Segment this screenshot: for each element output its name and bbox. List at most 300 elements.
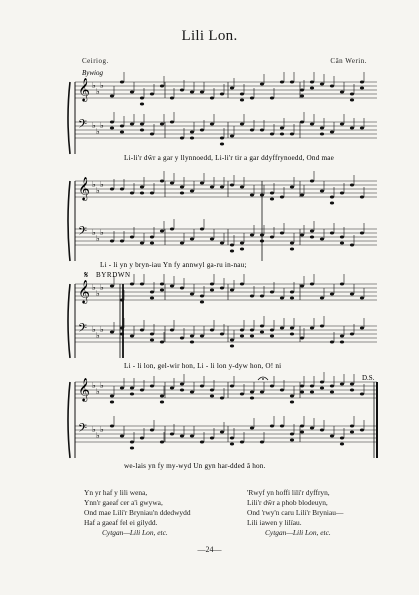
note-head <box>160 85 164 88</box>
verse-line: Yn yr haf y lili wena, <box>84 488 148 497</box>
note-head <box>250 329 254 332</box>
note-head <box>240 329 244 332</box>
note-head <box>320 429 324 432</box>
note-head <box>310 81 314 84</box>
music-system-4 <box>0 368 419 468</box>
note-head <box>120 435 124 438</box>
note-head <box>210 283 214 286</box>
note-head <box>140 103 144 106</box>
note-head <box>120 387 124 390</box>
note-head <box>330 85 334 88</box>
note-head <box>320 381 324 384</box>
note-head <box>190 391 194 394</box>
note-head <box>210 329 214 332</box>
note-head <box>270 133 274 136</box>
note-head <box>330 131 334 134</box>
flat-sign-icon: ♭ <box>100 381 104 390</box>
note-head <box>300 89 304 92</box>
note-head <box>110 401 114 404</box>
note-head <box>140 437 144 440</box>
note-head <box>220 186 224 189</box>
page-number: —24— <box>197 545 222 554</box>
music-system-2 <box>0 173 419 268</box>
verse-2-stanza <box>84 488 191 538</box>
note-head <box>150 429 154 432</box>
note-head <box>200 441 204 444</box>
note-head <box>270 291 274 294</box>
song-title: Lili Lon. <box>181 28 238 44</box>
note-head <box>340 437 344 440</box>
bass-staff <box>75 416 377 450</box>
note-head <box>280 232 284 235</box>
note-head <box>140 97 144 100</box>
note-head <box>220 287 224 290</box>
note-head <box>200 228 204 231</box>
note-head <box>320 297 324 300</box>
note-head <box>290 297 294 300</box>
note-head <box>300 385 304 388</box>
note-head <box>290 395 294 398</box>
note-head <box>190 91 194 94</box>
note-head <box>350 389 354 392</box>
note-head <box>140 283 144 286</box>
treble-clef-icon: 𝄞 <box>78 377 90 401</box>
composer-credit: Cân Werin. <box>330 57 367 65</box>
note-head <box>290 291 294 294</box>
verse-line: Ond 'rwy'n caru Lili'r Bryniau— <box>247 508 344 517</box>
note-head <box>110 285 114 288</box>
note-head <box>340 236 344 239</box>
treble-staff <box>75 372 377 404</box>
flat-sign-icon: ♭ <box>96 234 100 243</box>
note-head <box>210 97 214 100</box>
note-head <box>130 387 134 390</box>
treble-clef-icon: 𝄞 <box>78 279 90 303</box>
note-head <box>250 234 254 237</box>
note-head <box>330 435 334 438</box>
flat-sign-icon: ♭ <box>92 381 96 390</box>
note-head <box>140 129 144 132</box>
note-head <box>300 337 304 340</box>
note-head <box>250 397 254 400</box>
note-head <box>280 327 284 330</box>
note-head <box>290 242 294 245</box>
note-head <box>120 240 124 243</box>
note-head <box>260 83 264 86</box>
note-head <box>270 97 274 100</box>
note-head <box>280 81 284 84</box>
note-head <box>360 297 364 300</box>
note-head <box>270 335 274 338</box>
note-head <box>240 93 244 96</box>
flat-sign-icon: ♭ <box>96 127 100 136</box>
lyrics-line-2: Li - li yn y bryn-iau Yn fy annwyl ga-ru in-nau; <box>100 261 247 269</box>
note-head <box>310 236 314 239</box>
verse-line: Lili'r dŵr a phob blodeuyn, <box>247 498 328 507</box>
note-head <box>290 248 294 251</box>
note-head <box>150 242 154 245</box>
bass-staff <box>75 112 377 146</box>
treble-clef-icon: 𝄞 <box>78 176 90 200</box>
note-head <box>190 293 194 296</box>
note-head <box>270 198 274 201</box>
note-head <box>330 202 334 205</box>
note-head <box>160 401 164 404</box>
note-head <box>240 248 244 251</box>
verse-line: Ond mae Lili'r Bryniau'n ddedwydd <box>84 508 191 517</box>
note-head <box>210 389 214 392</box>
note-head <box>250 129 254 132</box>
lyrics-line-3: Li - li lon, gel-wir hon, Li - li lon y-dyw hon, O! ni <box>124 362 282 370</box>
note-head <box>230 184 234 187</box>
note-head <box>300 95 304 98</box>
chorus-marking: BYRDWN <box>96 271 131 279</box>
verse-line: Haf a gaeaf fel ei gilydd. <box>84 518 158 527</box>
note-head <box>310 391 314 394</box>
note-head <box>200 335 204 338</box>
note-head <box>230 250 234 253</box>
note-head <box>320 190 324 193</box>
note-head <box>330 232 334 235</box>
chorus-cue: Cytgan—Lili Lon, etc. <box>265 528 331 537</box>
note-head <box>290 333 294 336</box>
flat-sign-icon: ♭ <box>100 121 104 130</box>
flat-sign-icon: ♭ <box>92 425 96 434</box>
note-head <box>160 283 164 286</box>
flat-sign-icon: ♭ <box>96 331 100 340</box>
flat-sign-icon: ♭ <box>96 387 100 396</box>
bass-clef-icon: 𝄢 <box>78 322 88 338</box>
note-head <box>280 127 284 130</box>
note-head <box>150 291 154 294</box>
note-head <box>350 425 354 428</box>
music-system-1 <box>0 66 419 166</box>
note-head <box>160 341 164 344</box>
note-head <box>140 389 144 392</box>
note-head <box>170 182 174 185</box>
note-head <box>150 385 154 388</box>
note-head <box>260 331 264 334</box>
note-head <box>250 391 254 394</box>
note-head <box>260 129 264 132</box>
flat-sign-icon: ♭ <box>100 283 104 292</box>
note-head <box>180 192 184 195</box>
note-head <box>230 339 234 342</box>
note-head <box>130 123 134 126</box>
flat-sign-icon: ♭ <box>96 289 100 298</box>
note-head <box>160 395 164 398</box>
note-head <box>220 431 224 434</box>
note-head <box>120 81 124 84</box>
note-head <box>280 133 284 136</box>
note-head <box>110 331 114 334</box>
note-head <box>190 435 194 438</box>
note-head <box>270 385 274 388</box>
note-head <box>310 427 314 430</box>
note-head <box>230 437 234 440</box>
note-head <box>350 383 354 386</box>
note-head <box>160 441 164 444</box>
music-system-3 <box>0 268 419 368</box>
note-head <box>230 289 234 292</box>
note-head <box>200 129 204 132</box>
note-head <box>150 297 154 300</box>
treble-staff <box>75 171 377 205</box>
note-head <box>350 293 354 296</box>
treble-staff <box>75 72 377 106</box>
note-head <box>210 123 214 126</box>
note-head <box>190 335 194 338</box>
note-head <box>340 443 344 446</box>
svg-text:𝄋: 𝄋 <box>84 270 89 281</box>
note-head <box>110 425 114 428</box>
note-head <box>260 391 264 394</box>
note-head <box>330 385 334 388</box>
note-head <box>330 293 334 296</box>
note-head <box>220 242 224 245</box>
note-head <box>190 190 194 193</box>
note-head <box>310 87 314 90</box>
note-head <box>270 329 274 332</box>
note-head <box>340 341 344 344</box>
note-head <box>280 389 284 392</box>
verse-3-stanza <box>247 488 343 538</box>
note-head <box>250 295 254 298</box>
bass-clef-icon: 𝄢 <box>78 422 88 438</box>
note-head <box>290 433 294 436</box>
note-head <box>260 295 264 298</box>
note-head <box>140 186 144 189</box>
note-head <box>180 435 184 438</box>
note-head <box>120 131 124 134</box>
verse-line: Ynn'r gaeaf cer a'i gwywa, <box>84 498 163 507</box>
note-head <box>140 242 144 245</box>
note-head <box>160 289 164 292</box>
note-head <box>340 192 344 195</box>
note-head <box>180 89 184 92</box>
note-head <box>290 133 294 136</box>
note-head <box>300 285 304 288</box>
flat-sign-icon: ♭ <box>92 283 96 292</box>
note-head <box>310 283 314 286</box>
note-head <box>240 242 244 245</box>
note-head <box>360 327 364 330</box>
note-head <box>240 393 244 396</box>
flat-sign-icon: ♭ <box>92 228 96 237</box>
note-head <box>250 194 254 197</box>
note-head <box>190 238 194 241</box>
note-head <box>220 397 224 400</box>
lyrics-line-1: Li-li'r dŵr a gar y llynnoedd, Li-li'r tir a gar ddyffrynoedd, Ond mae <box>124 154 335 162</box>
note-head <box>210 289 214 292</box>
note-head <box>130 192 134 195</box>
note-head <box>260 441 264 444</box>
note-head <box>230 345 234 348</box>
note-head <box>140 329 144 332</box>
flat-sign-icon: ♭ <box>92 325 96 334</box>
note-head <box>350 333 354 336</box>
note-head <box>240 123 244 126</box>
note-head <box>210 186 214 189</box>
note-head <box>190 131 194 134</box>
note-head <box>150 133 154 136</box>
note-head <box>290 186 294 189</box>
bass-staff <box>75 219 377 253</box>
note-head <box>360 393 364 396</box>
note-head <box>230 385 234 388</box>
note-head <box>170 97 174 100</box>
note-head <box>300 121 304 124</box>
note-head <box>150 236 154 239</box>
note-head <box>150 192 154 195</box>
note-head <box>310 230 314 233</box>
note-head <box>360 81 364 84</box>
note-head <box>170 228 174 231</box>
note-head <box>360 196 364 199</box>
note-head <box>310 327 314 330</box>
dal-segno-mark: D.S. <box>362 374 375 382</box>
note-head <box>180 337 184 340</box>
note-head <box>200 385 204 388</box>
note-head <box>360 232 364 235</box>
note-head <box>120 188 124 191</box>
note-head <box>170 433 174 436</box>
note-head <box>200 295 204 298</box>
note-head <box>150 339 154 342</box>
note-head <box>190 137 194 140</box>
flat-sign-icon: ♭ <box>100 228 104 237</box>
note-head <box>110 95 114 98</box>
note-head <box>220 333 224 336</box>
note-head <box>170 121 174 124</box>
note-head <box>340 242 344 245</box>
note-head <box>280 425 284 428</box>
note-head <box>150 333 154 336</box>
note-head <box>300 391 304 394</box>
note-head <box>310 385 314 388</box>
note-head <box>270 425 274 428</box>
note-head <box>210 437 214 440</box>
note-head <box>350 431 354 434</box>
note-head <box>130 283 134 286</box>
flat-sign-icon: ♭ <box>100 325 104 334</box>
note-head <box>350 184 354 187</box>
note-head <box>150 93 154 96</box>
note-head <box>280 297 284 300</box>
note-head <box>240 441 244 444</box>
note-head <box>210 238 214 241</box>
note-head <box>330 341 334 344</box>
note-head <box>290 401 294 404</box>
note-head <box>140 123 144 126</box>
flat-sign-icon: ♭ <box>92 81 96 90</box>
tempo-marking: Bywiog <box>82 69 103 77</box>
note-head <box>340 91 344 94</box>
note-head <box>230 244 234 247</box>
note-head <box>350 99 354 102</box>
note-head <box>110 395 114 398</box>
note-head <box>350 244 354 247</box>
note-head <box>170 329 174 332</box>
note-head <box>200 91 204 94</box>
note-head <box>110 188 114 191</box>
note-head <box>130 236 134 239</box>
note-head <box>360 429 364 432</box>
flat-sign-icon: ♭ <box>96 186 100 195</box>
flat-sign-icon: ♭ <box>92 180 96 189</box>
note-head <box>120 125 124 128</box>
note-head <box>200 301 204 304</box>
note-head <box>180 383 184 386</box>
note-head <box>160 180 164 183</box>
note-head <box>200 182 204 185</box>
note-head <box>240 335 244 338</box>
note-head <box>300 431 304 434</box>
note-head <box>210 395 214 398</box>
note-head <box>110 240 114 243</box>
treble-clef-icon: 𝄞 <box>78 77 90 101</box>
note-head <box>230 135 234 138</box>
flat-sign-icon: ♭ <box>100 425 104 434</box>
note-head <box>130 393 134 396</box>
note-head <box>320 127 324 130</box>
note-head <box>220 93 224 96</box>
note-head <box>130 335 134 338</box>
note-head <box>320 238 324 241</box>
note-head <box>340 383 344 386</box>
note-head <box>240 186 244 189</box>
note-head <box>300 234 304 237</box>
note-head <box>350 127 354 130</box>
note-head <box>290 327 294 330</box>
note-head <box>290 439 294 442</box>
verse-line: Lili iawen y lilïau. <box>247 518 302 527</box>
note-head <box>160 230 164 233</box>
note-head <box>300 425 304 428</box>
note-head <box>220 143 224 146</box>
note-head <box>310 180 314 183</box>
flat-sign-icon: ♭ <box>96 87 100 96</box>
note-head <box>340 123 344 126</box>
flat-sign-icon: ♭ <box>96 431 100 440</box>
bass-clef-icon: 𝄢 <box>78 225 88 241</box>
note-head <box>250 335 254 338</box>
note-head <box>180 186 184 189</box>
chorus-cue: Cytgan—Lili Lon, etc. <box>102 528 168 537</box>
verse-line: 'Rwyf yn hoffi lili'r dyffryn, <box>247 488 330 497</box>
note-head <box>130 91 134 94</box>
note-head <box>160 123 164 126</box>
note-head <box>350 93 354 96</box>
note-head <box>260 325 264 328</box>
note-head <box>310 123 314 126</box>
flat-sign-icon: ♭ <box>92 121 96 130</box>
note-head <box>240 99 244 102</box>
note-head <box>270 192 274 195</box>
note-head <box>320 133 324 136</box>
note-head <box>320 83 324 86</box>
note-head <box>320 387 324 390</box>
note-head <box>220 137 224 140</box>
note-head <box>290 81 294 84</box>
bass-clef-icon: 𝄢 <box>78 118 88 134</box>
note-head <box>360 87 364 90</box>
note-head <box>170 285 174 288</box>
note-head <box>140 192 144 195</box>
note-head <box>230 443 234 446</box>
note-head <box>250 97 254 100</box>
note-head <box>330 196 334 199</box>
